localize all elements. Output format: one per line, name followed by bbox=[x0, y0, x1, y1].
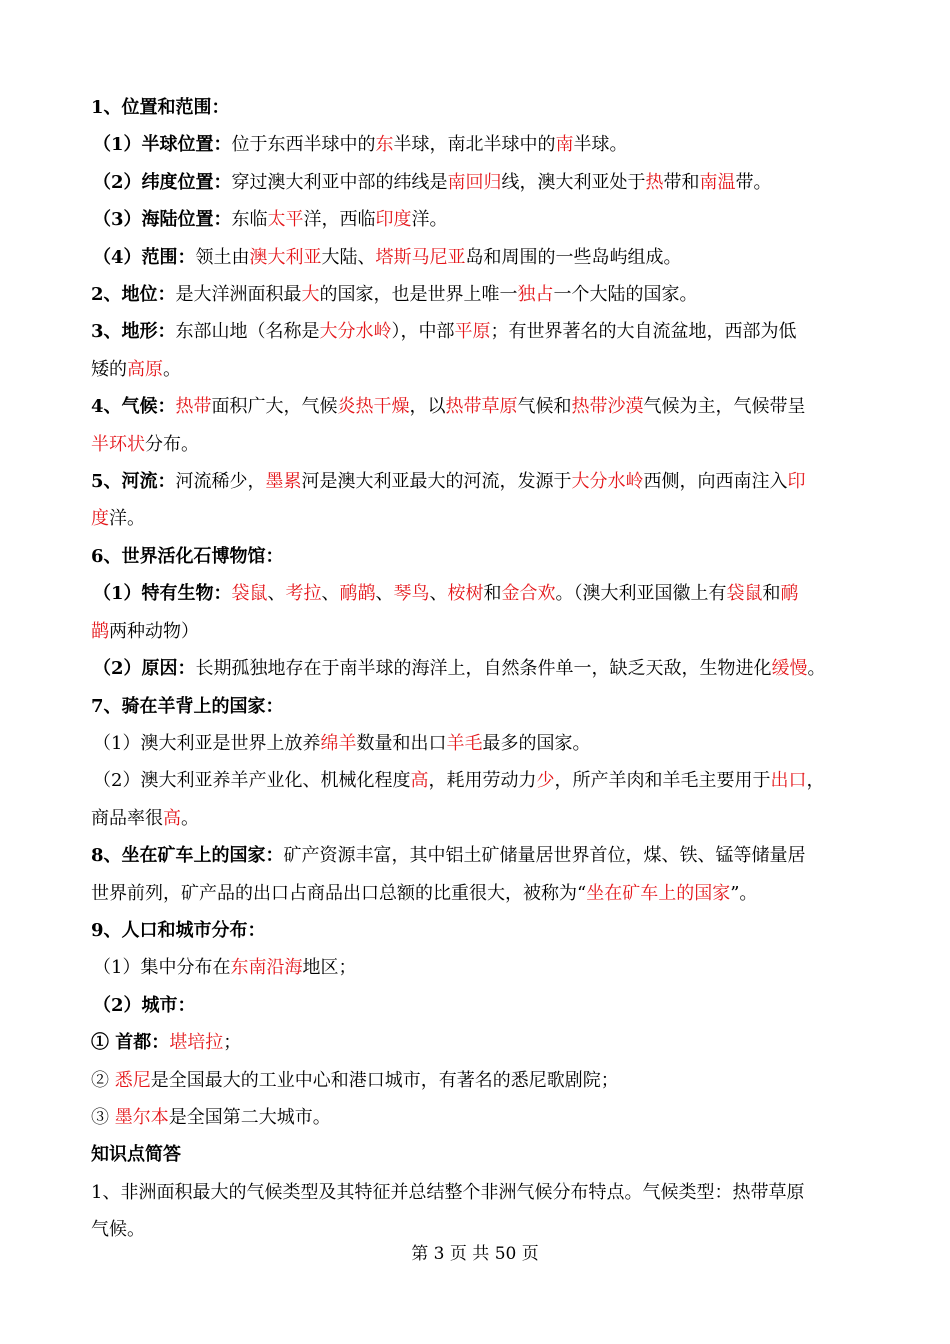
key-term: 高原 bbox=[127, 358, 163, 380]
key-term: 热带 bbox=[175, 396, 212, 418]
territory-range: （4）范围：领土由澳大利亚大陆、塔斯马尼亚岛和周围的一些岛屿组成。 bbox=[93, 246, 682, 268]
sea-land-position: （3）海陆位置：东临太平洋，西临印度洋。 bbox=[93, 209, 448, 231]
city-capital: ① 首都：堪培拉； bbox=[91, 1032, 242, 1054]
label: 8、坐在矿车上的国家： bbox=[91, 845, 284, 867]
key-term: 热 bbox=[645, 171, 664, 193]
section-4-climate-cont: 半环状分布。 bbox=[91, 433, 199, 455]
key-term: 堪培拉 bbox=[169, 1032, 224, 1054]
key-term: 绵羊 bbox=[320, 732, 357, 754]
sheep-farming-1: （1）澳大利亚是世界上放养绵羊数量和出口羊毛最多的国家。 bbox=[93, 732, 591, 754]
key-term: 平原 bbox=[454, 321, 491, 343]
population-distribution: （1）集中分布在东南沿海地区； bbox=[93, 957, 357, 979]
key-term: 印度 bbox=[375, 209, 412, 231]
key-term: 坐在矿车上的国家 bbox=[586, 882, 731, 904]
key-term: 印 bbox=[787, 471, 806, 493]
qa-question-1: 1、非洲面积最大的气候类型及其特征并总结整个非洲气候分布特点。气候类型：热带草原 bbox=[91, 1181, 805, 1203]
section-8-mining-cont: 世界前列，矿产品的出口占商品出口总额的比重很大，被称为“坐在矿车上的国家”。 bbox=[91, 882, 758, 904]
key-term: 塔斯马尼亚 bbox=[375, 246, 466, 268]
qa-question-1-cont: 气候。 bbox=[91, 1219, 145, 1241]
section-1-heading: 1、位置和范围： bbox=[91, 97, 230, 118]
key-term: 大分水岭 bbox=[571, 471, 644, 493]
key-term: 南温 bbox=[699, 171, 736, 193]
key-term: 独占 bbox=[517, 284, 554, 306]
city-sydney: ② 悉尼是全国最大的工业中心和港口城市，有著名的悉尼歌剧院； bbox=[91, 1069, 619, 1091]
section-5-rivers-cont: 度洋。 bbox=[91, 508, 145, 530]
key-term: 金合欢 bbox=[501, 583, 556, 605]
key-term: 东 bbox=[375, 134, 394, 156]
key-term: 热带沙漠 bbox=[571, 396, 644, 418]
page-footer: 第 3 页 共 50 页 bbox=[411, 1244, 539, 1264]
key-term: 南 bbox=[555, 134, 574, 156]
key-term: 悉尼 bbox=[114, 1069, 151, 1091]
key-term: 高 bbox=[410, 770, 429, 792]
key-term: 澳大利亚 bbox=[249, 246, 322, 268]
section-7-heading: 7、骑在羊背上的国家： bbox=[91, 695, 284, 717]
label: 2、地位： bbox=[91, 284, 176, 306]
sheep-farming-2-cont: 商品率很高。 bbox=[91, 807, 199, 829]
key-term: 炎热干燥 bbox=[337, 396, 410, 418]
key-term: 羊毛 bbox=[446, 732, 483, 754]
key-term: 桉树 bbox=[447, 583, 484, 605]
key-term: 考拉 bbox=[285, 583, 322, 605]
key-term: 热带草原 bbox=[445, 396, 518, 418]
key-term: 袋鼠 bbox=[231, 583, 268, 605]
section-5-rivers: 5、河流：河流稀少，墨累河是澳大利亚最大的河流，发源于大分水岭西侧，向西南注入印 bbox=[91, 471, 806, 493]
key-term: 少 bbox=[536, 770, 555, 792]
label: （2）纬度位置： bbox=[93, 171, 232, 193]
label: 3、地形： bbox=[91, 321, 176, 343]
hemisphere-position: （1）半球位置：位于东西半球中的东半球，南北半球中的南半球。 bbox=[93, 134, 628, 156]
key-term: 大 bbox=[301, 284, 320, 306]
endemic-species: （1）特有生物：袋鼠、考拉、鸸鹋、琴鸟、桉树和金合欢。（澳大利亚国徽上有袋鼠和鸸 bbox=[93, 583, 799, 605]
key-term: 太平 bbox=[267, 209, 304, 231]
label: （2）原因： bbox=[93, 658, 196, 680]
document-body bbox=[91, 89, 863, 1249]
key-term: 鸸 bbox=[780, 583, 799, 605]
key-term: 墨尔本 bbox=[114, 1106, 169, 1128]
label: （4）范围： bbox=[93, 246, 196, 268]
key-term: 鸸鹋 bbox=[339, 583, 376, 605]
label: 5、河流： bbox=[91, 471, 176, 493]
key-term: 袋鼠 bbox=[726, 583, 763, 605]
key-term: 琴鸟 bbox=[393, 583, 430, 605]
city-melbourne: ③ 墨尔本是全国第二大城市。 bbox=[91, 1106, 331, 1128]
key-term: 出口 bbox=[770, 770, 807, 792]
endemic-species-cont: 鹋两种动物） bbox=[91, 620, 199, 642]
key-term: 半环状 bbox=[91, 433, 145, 455]
section-8-mining: 8、坐在矿车上的国家：矿产资源丰富，其中铝土矿储量居世界首位，煤、铁、锰等储量居 bbox=[91, 845, 806, 867]
qa-heading: 知识点简答 bbox=[91, 1144, 181, 1166]
section-6-heading: 6、世界活化石博物馆： bbox=[91, 545, 284, 567]
key-term: 南回归 bbox=[447, 171, 502, 193]
key-term: 大分水岭 bbox=[319, 321, 392, 343]
label: （1）半球位置： bbox=[93, 134, 232, 156]
key-term: 缓慢 bbox=[771, 658, 808, 680]
section-9-heading: 9、人口和城市分布： bbox=[91, 919, 266, 941]
key-term: 东南沿海 bbox=[230, 957, 303, 979]
sheep-farming-2: （2）澳大利亚养羊产业化、机械化程度高，耗用劳动力少，所产羊肉和羊毛主要用于出口， bbox=[93, 770, 825, 792]
section-4-climate: 4、气候：热带面积广大，气候炎热干燥，以热带草原气候和热带沙漠气候为主，气候带呈 bbox=[91, 396, 806, 418]
label: （3）海陆位置： bbox=[93, 209, 232, 231]
label: 4、气候： bbox=[91, 396, 176, 418]
latitude-position: （2）纬度位置：穿过澳大利亚中部的纬线是南回归线，澳大利亚处于热带和南温带。 bbox=[93, 171, 772, 193]
section-3-terrain: 3、地形：东部山地（名称是大分水岭），中部平原；有世界著名的大自流盆地，西部为低 bbox=[91, 321, 797, 343]
section-2-status: 2、地位：是大洋洲面积最大的国家，也是世界上唯一独占一个大陆的国家。 bbox=[91, 284, 698, 306]
key-term: 墨累 bbox=[265, 471, 302, 493]
key-term: 度 bbox=[91, 508, 109, 530]
label: （1）特有生物： bbox=[93, 583, 232, 605]
key-term: 鹋 bbox=[91, 620, 109, 642]
section-3-terrain-cont: 矮的高原。 bbox=[91, 358, 181, 380]
key-term: 高 bbox=[163, 807, 181, 829]
species-reason: （2）原因：长期孤独地存在于南半球的海洋上，自然条件单一，缺乏天敌，生物进化缓慢。 bbox=[93, 658, 826, 680]
cities-heading: （2）城市： bbox=[93, 994, 196, 1016]
label: ① 首都： bbox=[91, 1032, 170, 1054]
